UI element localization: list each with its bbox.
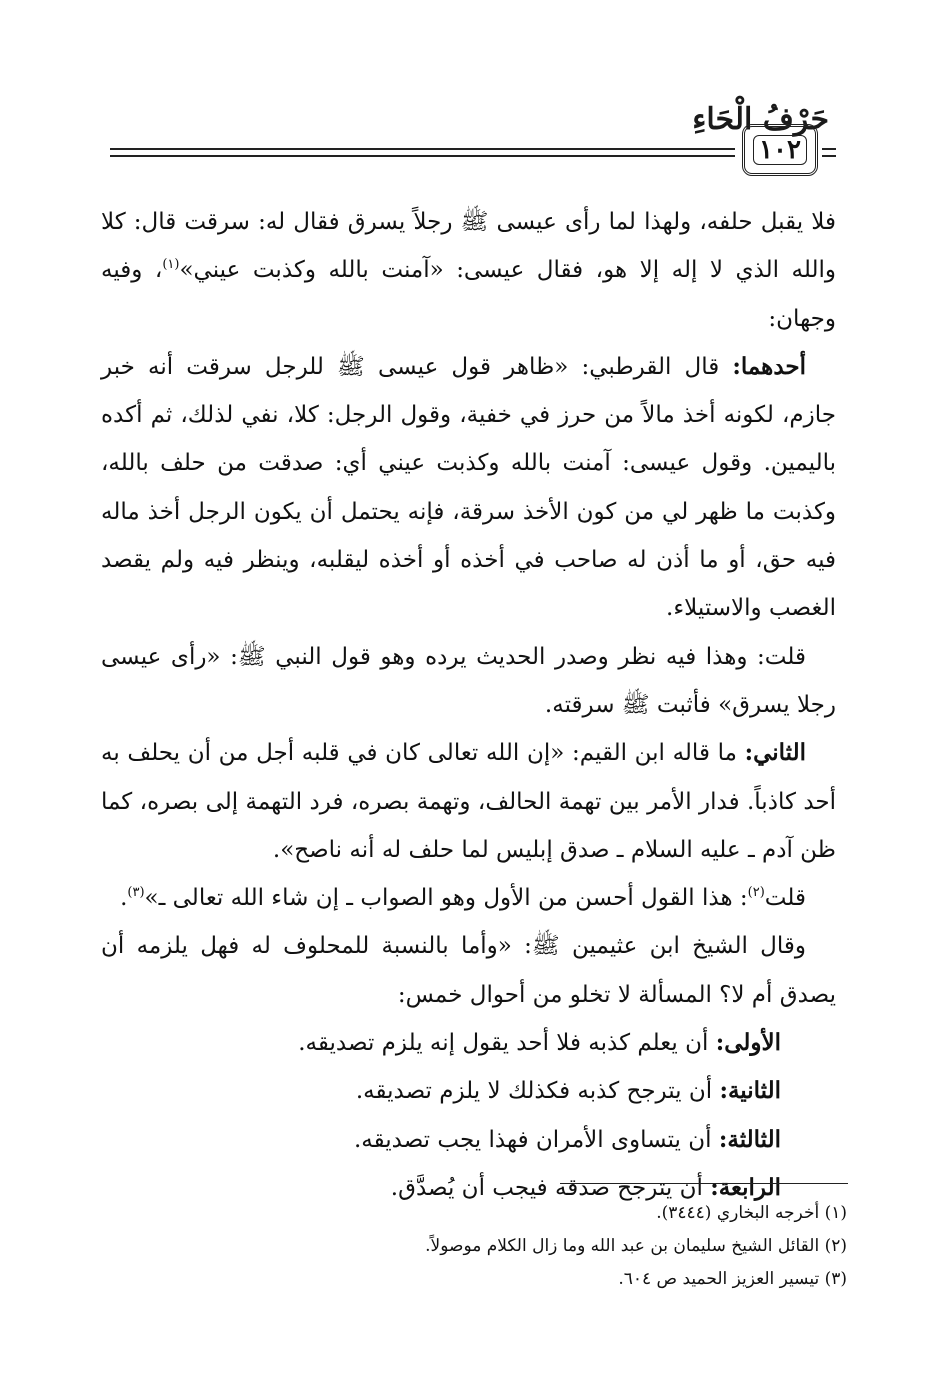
paragraph-lead: أحدهما: xyxy=(732,352,806,380)
paragraph-lead: الثاني: xyxy=(744,739,806,767)
footnote-ref-1[interactable]: (١) xyxy=(162,257,180,273)
paragraph-1: فلا يقبل حلفه، ولهذا لما رأى عيسى ﷺ رجلاً يسرق فقال له: سرقت قال: كلا والله الذي لا إله إلا هو، فقال عيسى: «آمنت بالله وكذبت عيني»$^{(١)}$، وفيه وجهان: xyxy=(101,209,837,332)
paragraph-4: الثاني: ما قاله ابن القيم: «إن الله تعالى كان في قلبه أجل من أن يحلف به أحد كاذباً. فدار الأمر بين تهمة الحالف، وتهمة بصره، فرد التهمة إلى بصره، كما ظن آدم ـ عليه السلام ـ صدق إبليس لما حلف له أنه ناصح». xyxy=(101,739,836,863)
paragraph-2: أحدهما: قال القرطبي: «ظاهر قول عيسى ﷺ للرجل سرقت أنه خبر جازم، لكونه أخذ مالاً من حرز في خفية، وقول الرجل: كلا، نفي لذلك، ثم أكده باليمين. وقول عيسى: آمنت بالله وكذبت عيني أي: صدقت من حلف بالله، وكذبت ما ظهر لي من كون الأخذ سرقة، فإنه يحتمل أن يكون الرجل أخذ ماله فيه حق، أو ما أذن له صاحب في أخذه أو أخذه ليقلبه، وينظر فيه ولم يقصد الغصب والاستيلاء. xyxy=(101,352,836,622)
header-rule xyxy=(110,148,735,157)
list-item: الثالثة: أن يتساوى الأمران فهذا يجب تصديقه. xyxy=(353,1125,781,1153)
footnote-3: (٣) تيسير العزيز الحميد ص ٦٠٤. xyxy=(618,1269,847,1289)
header-rule-tail xyxy=(822,148,836,157)
footnote-2: (٢) القائل الشيخ سليمان بن عبد الله وما زال الكلام موصولاً. xyxy=(425,1236,847,1256)
list-item: الرابعة: أن يترجح صدقه فيجب أن يُصدَّق. xyxy=(390,1173,781,1201)
footnote-ref-3[interactable]: (٣) xyxy=(127,885,145,901)
chapter-title: حَرْفُ الْحَاءِ xyxy=(692,102,829,137)
paragraph-6: وقال الشيخ ابن عثيمين ﷺ: «وأما بالنسبة للمحلوف له فهل يلزمه أن يصدق أم لا؟ المسألة لا تخلو من أحوال خمس: xyxy=(101,933,836,1008)
footnote-separator xyxy=(560,1183,848,1184)
list-item: الأولى: أن يعلم كذبه فلا أحد يقول إنه يلزم تصديقه. xyxy=(298,1029,781,1057)
list-item: الثانية: أن يترجح كذبه فكذلك لا يلزم تصديقه. xyxy=(355,1077,781,1105)
footnotes xyxy=(197,1197,847,1296)
paragraph-5: قلت$^{(٢)}$: هذا القول أحسن من الأول وهو الصواب ـ إن شاء الله تعالى ـ»$^{(٣)}$. xyxy=(120,885,806,912)
paragraph-3: قلت: وهذا فيه نظر وصدر الحديث يرده وهو قول النبي ﷺ: «رأى عيسى رجلا يسرق» فأثبت ﷺ سرقته. xyxy=(101,643,836,718)
footnote-ref-2[interactable]: (٢) xyxy=(747,885,765,901)
page-body xyxy=(101,198,836,1212)
page-number: ١٠٢ xyxy=(742,124,818,176)
footnote-1: (١) أخرجه البخاري (٣٤٤٤). xyxy=(656,1203,847,1223)
